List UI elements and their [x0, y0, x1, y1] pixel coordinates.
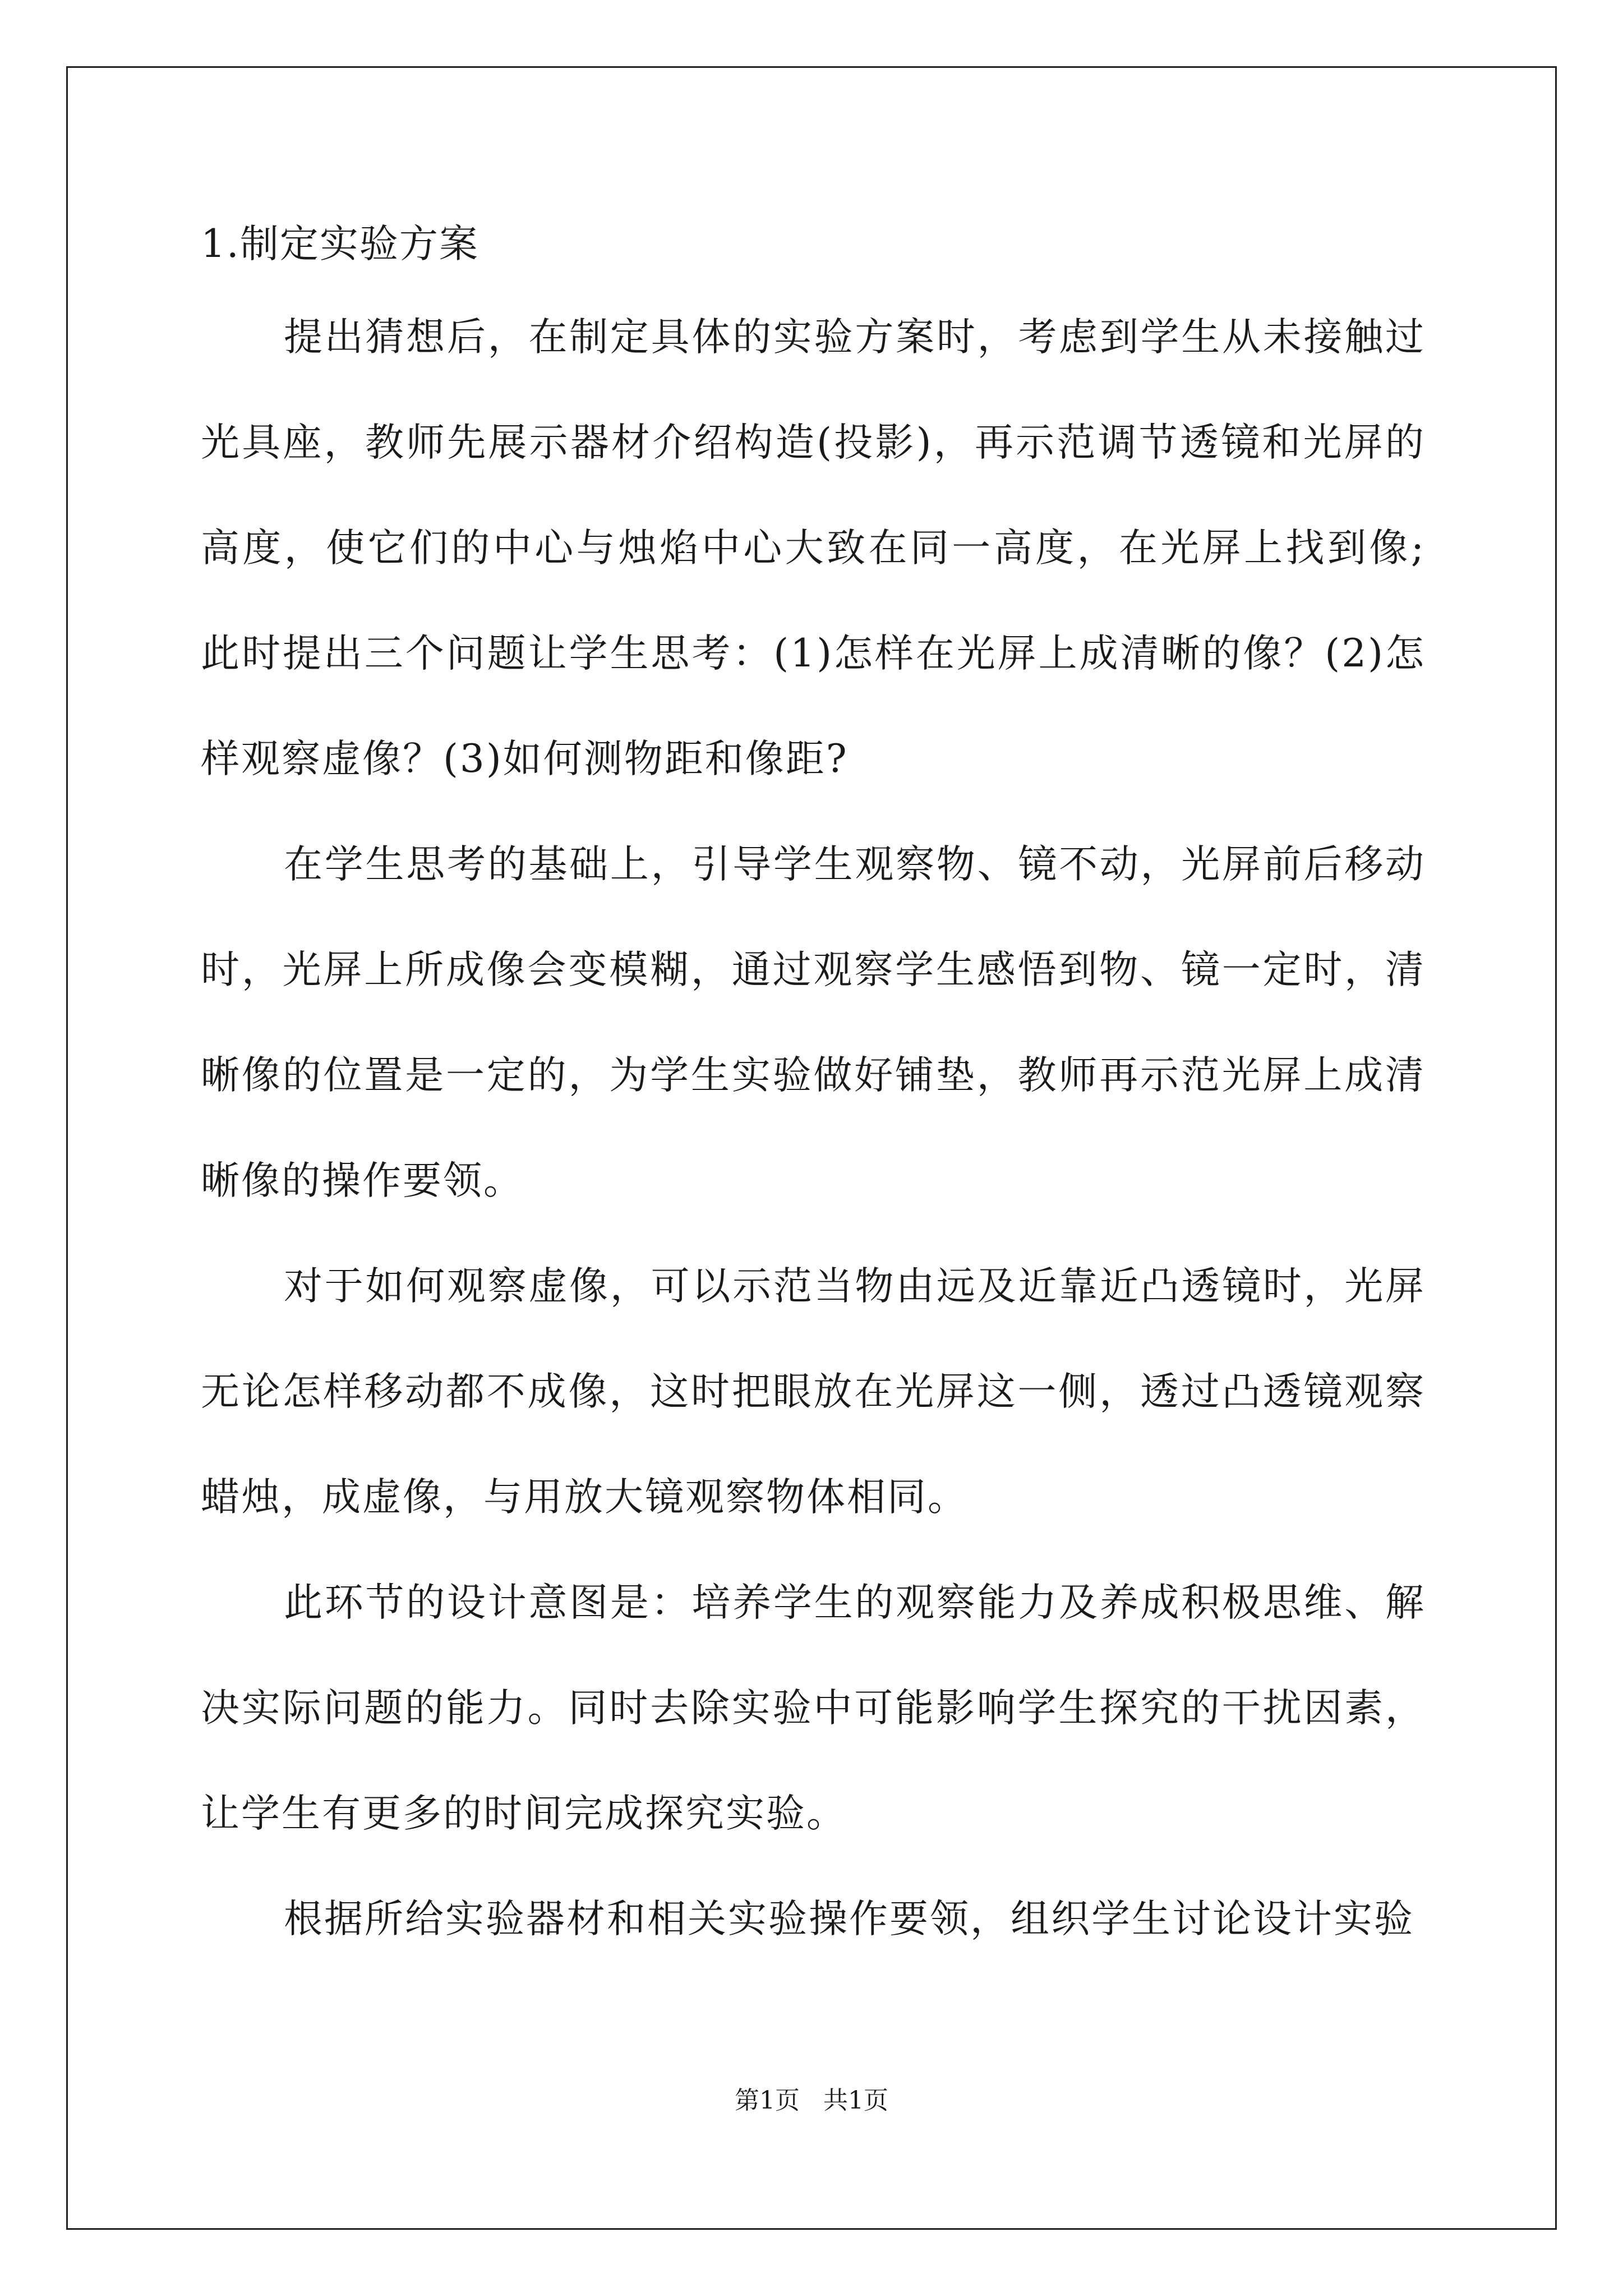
page-number-footer: 第1页 共1页 — [735, 2086, 888, 2115]
paragraph-1: 提出猜想后，在制定具体的实验方案时，考虑到学生从未接触过光具座，教师先展示器材介绍构造(投影)，再示范调节透镜和光屏的高度，使它们的中心与烛焰中心大致在同一高度，在光屏上找到像;此时提出三个问题让学生思考：(1)怎样在光屏上成清晰的像？(2)怎样观察虚像？(3)如何测物距和像距? — [201, 315, 1426, 781]
section-heading: 1.制定实验方案 — [201, 222, 479, 266]
paragraph-3: 对于如何观察虚像，可以示范当物由远及近靠近凸透镜时，光屏无论怎样移动都不成像，这时把眼放在光屏这一侧，透过凸透镜观察蜡烛，成虚像，与用放大镜观察物体相同。 — [201, 1264, 1426, 1520]
paragraph-4: 此环节的设计意图是：培养学生的观察能力及养成积极思维、解决实际问题的能力。同时去除实验中可能影响学生探究的干扰因素，让学生有更多的时间完成探究实验。 — [201, 1580, 1426, 1836]
paragraph-5: 根据所给实验器材和相关实验操作要领，组织学生讨论设计实验 — [284, 1897, 1414, 1941]
paragraph-2: 在学生思考的基础上，引导学生观察物、镜不动，光屏前后移动时，光屏上所成像会变模糊，通过观察学生感悟到物、镜一定时，清晰像的位置是一定的，为学生实验做好铺垫，教师再示范光屏上成清晰像的操作要领。 — [201, 842, 1426, 1203]
